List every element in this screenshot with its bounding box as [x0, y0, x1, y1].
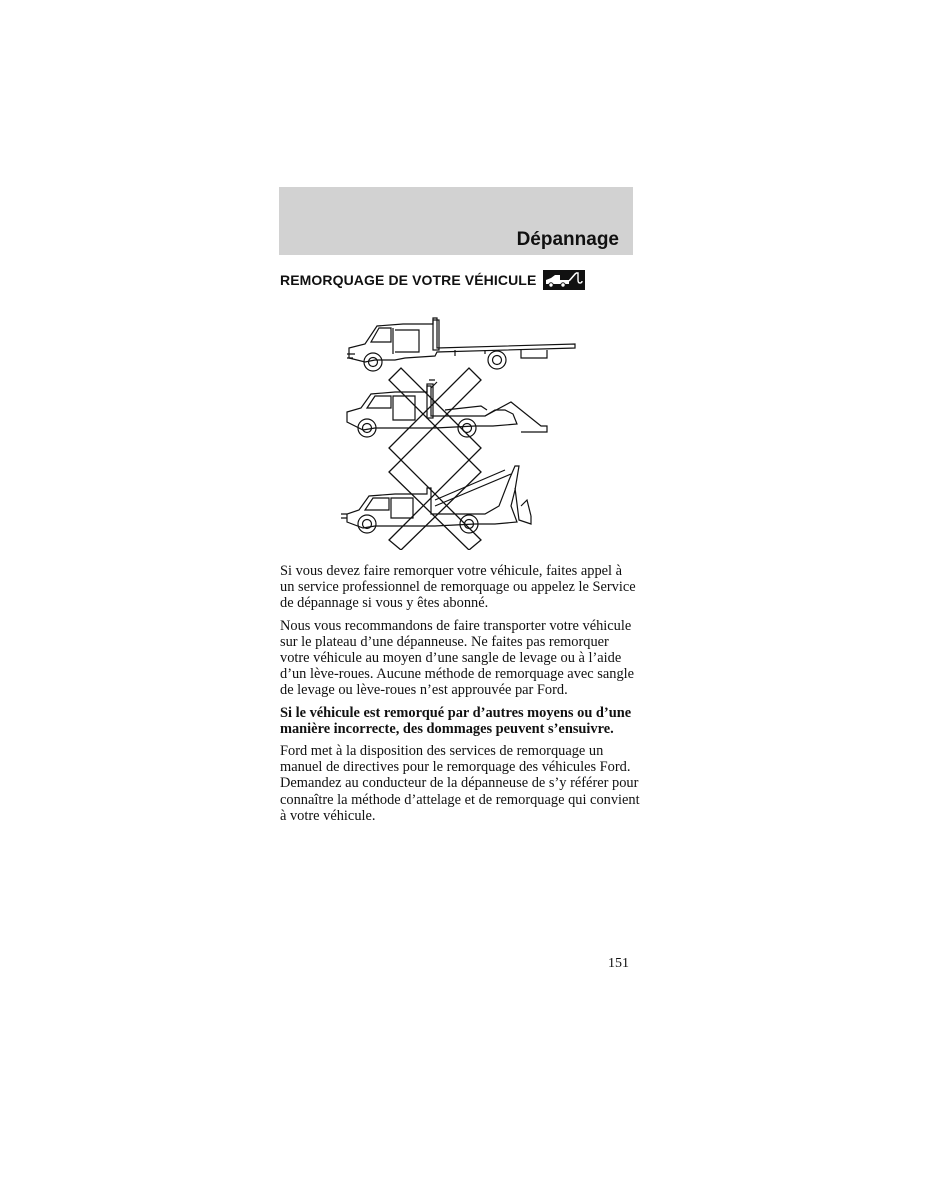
flatbed-truck: [347, 318, 575, 371]
towing-methods-illustration: [335, 310, 585, 550]
paragraph-recommendation: Nous vous recommandons de faire transporter votre véhicule sur le plateau d’une dépanneuse. Ne faites pas remorquer votre véhicule au moyen d’une sangle de levage ou à l’aide d’un lève-roues. Aucune méthode de remorquage avec sangle de levage ou lève-roues n’est approuvée par Ford.: [280, 617, 635, 699]
paragraph-intro: Si vous devez faire remorquer votre véhicule, faites appel à un service professionnel de remorquage ou appelez le Service de dépannage si vous y êtes abonné.: [280, 563, 636, 612]
section-heading: [280, 270, 585, 290]
wheel-lift-truck: [347, 380, 547, 437]
body-text: [280, 563, 640, 830]
section-title: REMORQUAGE DE VOTRE VÉHICULE: [280, 272, 537, 288]
prohibited-cross-marks: [389, 368, 481, 550]
sling-tow-truck: [341, 466, 531, 533]
paragraph-warning: Si le véhicule est remorqué par d’autres moyens ou d’une manière incorrecte, des dommages peuvent s’ensuivre.: [280, 704, 632, 737]
page-number: 151: [608, 956, 629, 971]
paragraph-manual-info: Ford met à la disposition des services de remorquage un manuel de directives pour le remorquage des véhicules Ford. Demandez au conducteur de la dépanneuse de s’y référer pour connaître la méthode d’attelage et de remorquage qui convient à votre véhicule.: [280, 743, 640, 824]
tow-truck-icon: [543, 270, 585, 290]
page-title: Dépannage: [516, 229, 619, 250]
section-header-band: [279, 187, 633, 255]
